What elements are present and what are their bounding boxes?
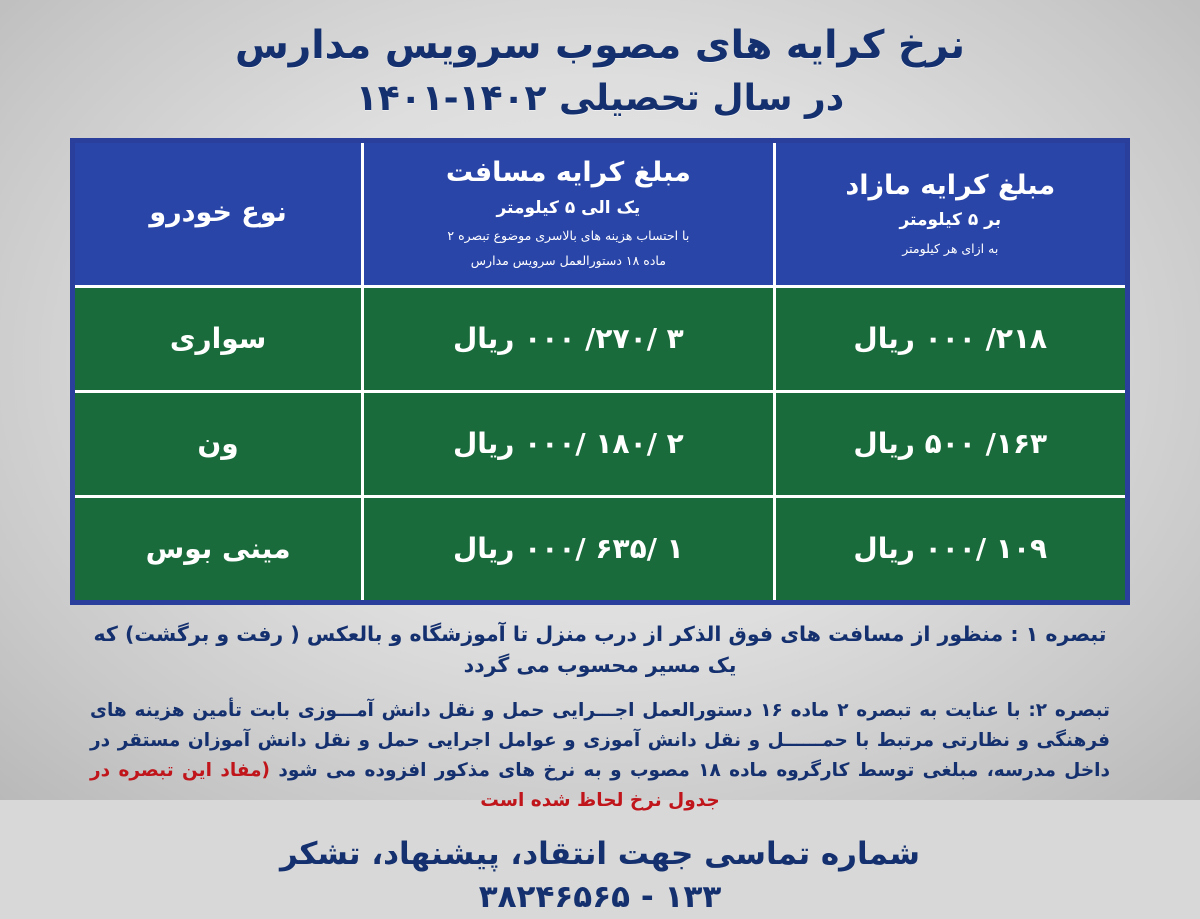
column-header-extra-fare-sub: بر ۵ کیلومتر	[899, 210, 1002, 231]
poster-title	[0, 0, 1200, 124]
table-header-row	[73, 141, 1128, 286]
column-header-base-fare-note-2: ماده ۱۸ دستورالعمل سرویس مدارس	[470, 252, 666, 268]
column-header-base-fare-main: مبلغ کرایه مسافت	[445, 157, 691, 189]
cell-base-fare: ۲ /۱۸۰ /۰۰۰ ریال	[363, 391, 774, 496]
note-2-text: تبصره ۲: با عنایت به تبصره ۲ ماده ۱۶ دستورالعمل اجـــرایی حمل و نقل دانش آمـــوزی بابت تأمین هزینه های فرهنگی و نظارتی مرتبط با حمــــــل و نقل دانش آموزی و عوامل اجرایی حمل و نقل دانش آموزان مستقر در داخل مدرسه، مبلغی توسط کارگروه ماده ۱۸ مصوب و به نرخ های مذکور افزوده می شود	[90, 700, 1110, 782]
note-2-red-remark: (مفاد این تبصره در جدول نرخ لحاظ شده است	[90, 760, 720, 812]
footer-contact	[0, 834, 1200, 919]
cell-vehicle-type: سواری	[73, 286, 363, 391]
cell-extra-fare: ۲۱۸/ ۰۰۰ ریال	[774, 286, 1127, 391]
table-row	[73, 286, 1128, 391]
cell-base-fare: ۱ /۶۳۵ /۰۰۰ ریال	[363, 496, 774, 602]
cell-vehicle-type: مینی بوس	[73, 496, 363, 602]
column-header-vehicle-type-main: نوع خودرو	[149, 196, 287, 228]
column-header-base-fare-note-1: با احتساب هزینه های بالاسری موضوع تبصره ۲	[447, 228, 690, 244]
fares-table-container	[70, 138, 1130, 604]
title-line-2: در سال تحصیلی ۱۴۰۲-۱۴۰۱	[355, 78, 845, 120]
table-body	[73, 286, 1128, 602]
cell-vehicle-type: ون	[73, 391, 363, 496]
table-row	[73, 496, 1128, 602]
table-header	[73, 141, 1128, 286]
note-2	[90, 696, 1110, 816]
column-header-extra-fare	[774, 141, 1127, 286]
column-header-extra-fare-main: مبلغ کرایه مازاد	[845, 169, 1056, 201]
column-header-base-fare-sub: یک الی ۵ کیلومتر	[496, 197, 641, 218]
notes-section	[90, 619, 1110, 816]
title-line-1: نرخ کرایه های مصوب سرویس مدارس	[234, 23, 966, 68]
cell-extra-fare: ۱۰۹ /۰۰۰ ریال	[774, 496, 1127, 602]
column-header-base-fare	[363, 141, 774, 286]
footer-contact-label: شماره تماسی جهت انتقاد، پیشنهاد، تشکر	[280, 836, 920, 873]
cell-base-fare: ۳ /۲۷۰/ ۰۰۰ ریال	[363, 286, 774, 391]
column-header-extra-fare-note: به ازای هر کیلومتر	[902, 240, 999, 256]
column-header-vehicle-type	[73, 141, 363, 286]
footer-phone-number: ۱۳۳ - ۳۸۲۴۶۵۶۵	[478, 878, 722, 915]
fares-table	[70, 138, 1130, 604]
table-row	[73, 391, 1128, 496]
cell-extra-fare: ۱۶۳/ ۵۰۰ ریال	[774, 391, 1127, 496]
note-1: تبصره ۱ : منظور از مسافت های فوق الذکر از درب منزل تا آموزشگاه و بالعکس ( رفت و برگشت) که یک مسیر محسوب می گردد	[93, 621, 1107, 678]
